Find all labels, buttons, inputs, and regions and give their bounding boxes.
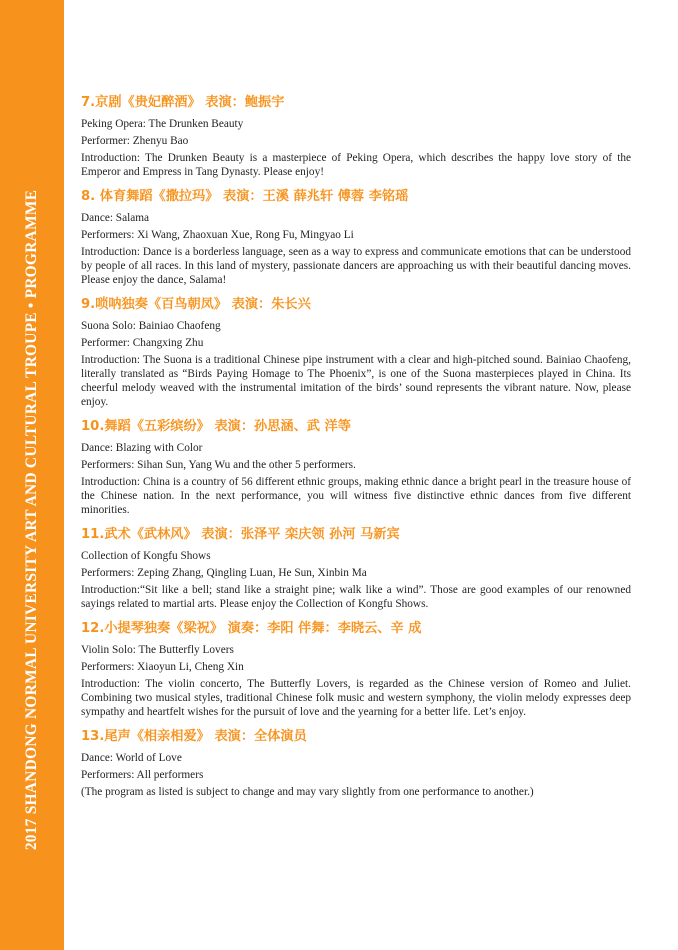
item-introduction: Introduction: Dance is a borderless language, seen as a way to express and communicate emotions that can be understood by people of all races. In this land of mystery, passionate dancers are approaching us with their beautiful dancing moves. Please enjoy the dance, Salama! bbox=[81, 246, 631, 286]
item-category: Violin Solo: The Butterfly Lovers bbox=[81, 644, 234, 656]
item-introduction: Introduction: The Suona is a traditional Chinese pipe instrument with a clear and high-pitched sound. Bainiao Chaofeng, literally translated as “Birds Paying Homage to The Phoenix”, is one of the Suona masterpieces played in China. Its cheerful melody weaved with the instrumental imitation of the birds’ sound represents the vibrant nature. Now, please enjoy. bbox=[81, 354, 631, 408]
programme-item bbox=[81, 94, 631, 179]
item-category: Dance: Blazing with Color bbox=[81, 442, 203, 454]
item-title: 11.武术《武林风》 表演：张泽平 栾庆领 孙河 马新宾 bbox=[81, 527, 400, 542]
item-category: Collection of Kongfu Shows bbox=[81, 550, 211, 562]
item-performers: Performer: Zhenyu Bao bbox=[81, 135, 189, 147]
item-performers: Performers: Xiaoyun Li, Cheng Xin bbox=[81, 661, 244, 673]
item-category: Dance: Salama bbox=[81, 212, 150, 224]
programme-item bbox=[81, 296, 631, 409]
item-title: 10.舞蹈《五彩缤纷》 表演：孙思涵、武 洋等 bbox=[81, 419, 351, 434]
program-change-note: (The program as listed is subject to change and may vary slightly from one performance to another.) bbox=[81, 786, 534, 798]
item-performers: Performers: Sihan Sun, Yang Wu and the other 5 performers. bbox=[81, 459, 356, 471]
item-category: Peking Opera: The Drunken Beauty bbox=[81, 118, 244, 130]
programme-item bbox=[81, 188, 631, 287]
item-category: Dance: World of Love bbox=[81, 752, 182, 764]
programme-item bbox=[81, 526, 631, 611]
sidebar-band bbox=[0, 0, 64, 950]
item-title: 12.小提琴独奏《梁祝》 演奏：李阳 伴舞：李晓云、辛 成 bbox=[81, 621, 422, 636]
programme-item bbox=[81, 418, 631, 517]
item-performers: Performers: Xi Wang, Zhaoxuan Xue, Rong Fu, Mingyao Li bbox=[81, 229, 354, 241]
item-title: 9.唢呐独奏《百鸟朝凤》 表演：朱长兴 bbox=[81, 297, 311, 312]
sidebar-title: 2017 SHANDONG NORMAL UNIVERSITY ART AND CULTURAL TROUPE • PROGRAMME bbox=[23, 189, 40, 851]
programme-item bbox=[81, 728, 631, 801]
item-performers: Performer: Changxing Zhu bbox=[81, 337, 204, 349]
programme-list bbox=[81, 94, 631, 810]
item-performers: Performers: Zeping Zhang, Qingling Luan, He Sun, Xinbin Ma bbox=[81, 567, 367, 579]
item-introduction: Introduction: The violin concerto, The Butterfly Lovers, is regarded as the Chinese version of Romeo and Juliet. Combining two musical styles, traditional Chinese folk music and western symphony, the violin melody expresses deep sympathy and heartfelt wishes for the pursuit of love and the yearning for a better life. Let’s enjoy. bbox=[81, 678, 631, 718]
item-performers: Performers: All performers bbox=[81, 769, 204, 781]
item-introduction: Introduction: China is a country of 56 different ethnic groups, making ethnic dance a bright pearl in the treasure house of the Chinese nation. In the next performance, you will witness five distinctive ethnic dances from five different minorities. bbox=[81, 476, 631, 516]
item-introduction: Introduction: The Drunken Beauty is a masterpiece of Peking Opera, which describes the happy love story of the Emperor and Empress in Tang Dynasty. Please enjoy! bbox=[81, 152, 631, 178]
item-introduction: Introduction:“Sit like a bell; stand like a straight pine; walk like a wind”. Those are good examples of our renowned sayings related to martial arts. Please enjoy the Collection of Kongfu Shows. bbox=[81, 584, 631, 610]
programme-item bbox=[81, 620, 631, 719]
item-title: 13.尾声《相亲相爱》 表演：全体演员 bbox=[81, 729, 307, 744]
item-title: 7.京剧《贵妃醉酒》 表演：鲍振宇 bbox=[81, 95, 285, 110]
item-title: 8. 体育舞蹈《撒拉玛》 表演：王溪 薛兆轩 傅蓉 李铭瑶 bbox=[81, 189, 409, 204]
item-category: Suona Solo: Bainiao Chaofeng bbox=[81, 320, 221, 332]
